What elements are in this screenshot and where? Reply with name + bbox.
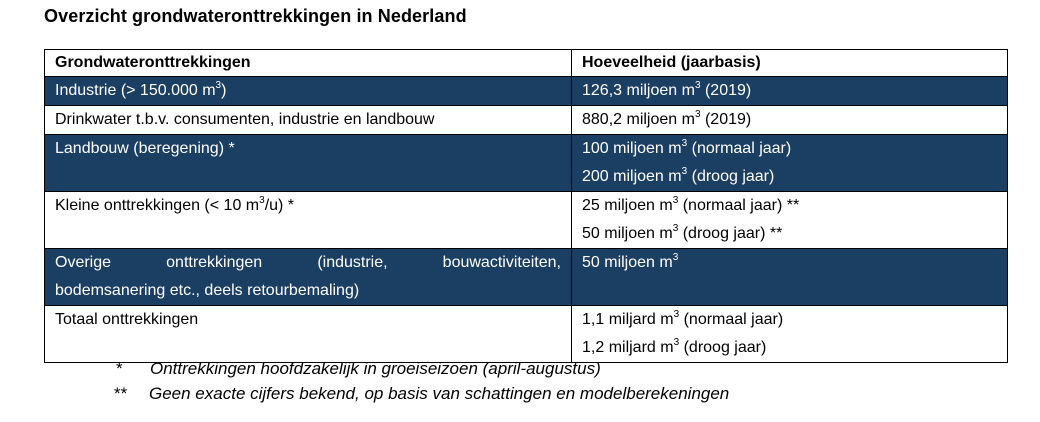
row-label-overige: Overige onttrekkingen (industrie, bouwactiviteiten, bodemsanering etc., deels retourbemaling) [45,249,572,306]
table-row [45,192,1008,249]
table-row [45,306,1008,363]
groundwater-table [44,49,1008,363]
row-label-drinkwater: Drinkwater t.b.v. consumenten, industrie en landbouw [45,106,572,135]
row-value-overige: 50 miljoen $m^3$ [572,249,1008,306]
footnote-mark-2: ** [114,384,128,403]
footnote-text-1: Onttrekkingen hoofdzakelijk in groeiseizoen (april-augustus) [150,359,601,378]
header-withdrawals: Grondwateronttrekkingen [45,50,572,77]
row-value-kleine-onttrekkingen: 25 miljoen $m^3$ (normaal jaar) ** 50 miljoen $m^3$ (droog jaar) ** [572,192,1008,249]
table-row [45,135,1008,192]
table-row [45,106,1008,135]
row-value-drinkwater: 880,2 miljoen $m^3$ (2019) [572,106,1008,135]
footnote-text-2: Geen exacte cijfers bekend, op basis van schattingen en modelberekeningen [149,384,730,403]
row-label-landbouw: Landbouw (beregening) * [45,135,572,192]
table-row [45,77,1008,106]
table-header-row [45,50,1008,77]
footnote-1 [116,359,601,379]
row-label-kleine-onttrekkingen: Kleine onttrekkingen (< 10 $m^3/u$) * [45,192,572,249]
row-value-landbouw: 100 miljoen $m^3$ (normaal jaar) 200 miljoen $m^3$ (droog jaar) [572,135,1008,192]
page-title: Overzicht grondwateronttrekkingen in Nederland [44,6,467,26]
footnote-mark-1: * [116,359,123,378]
table-row [45,249,1008,306]
footnote-2 [114,384,730,404]
header-quantity: Hoeveelheid (jaarbasis) [572,50,1008,77]
row-value-industrie: 126,3 miljoen $m^3$ (2019) [572,77,1008,106]
row-label-totaal: Totaal onttrekkingen [45,306,572,363]
row-label-industrie: Industrie (> 150.000 $m^3$) [45,77,572,106]
row-value-totaal: 1,1 miljard $m^3$ (normaal jaar) 1,2 miljard $m^3$ (droog jaar) [572,306,1008,363]
